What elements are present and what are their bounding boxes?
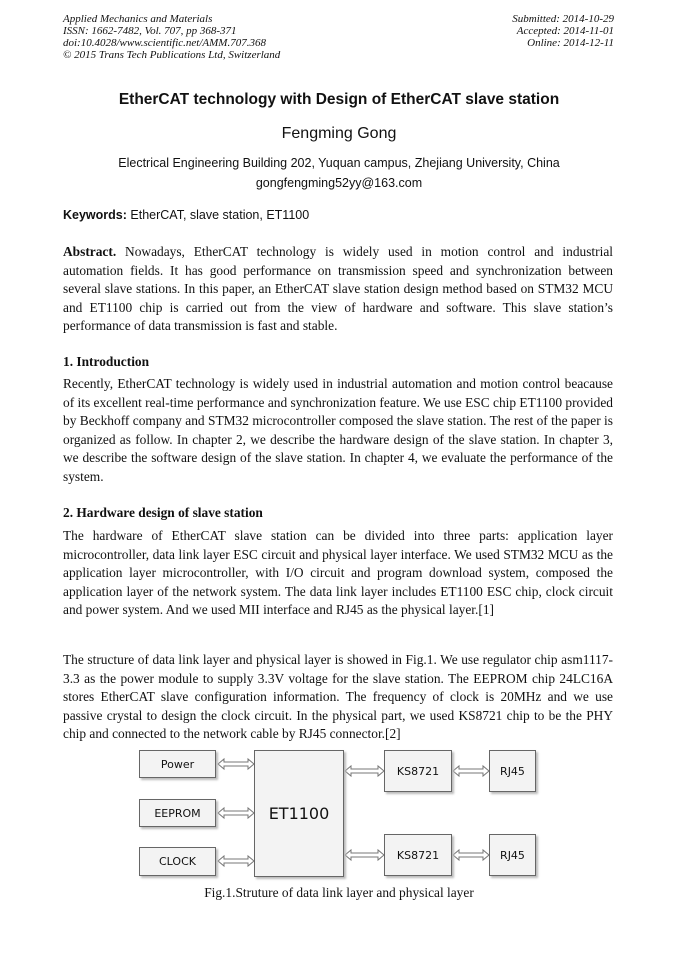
online-date: Online: 2014-12-11: [527, 37, 614, 49]
accepted-date: Accepted: 2014-11-01: [516, 25, 614, 37]
keywords-label: Keywords:: [63, 208, 127, 222]
paragraph: The hardware of EtherCAT slave station can be divided into three parts: application layer microcontroller, data link layer ESC circuit and physical layer interface. We used STM32 MCU as the application layer microcontroller, with I/O circuit and program download system, composed the application layer of the network system. The data link layer includes ET1100 ESC chip, clock circuit and power system. And we used MII interface and RJ45 as the physical layer.[1]: [63, 528, 613, 617]
clock-block: CLOCK: [139, 847, 216, 876]
rj45-block-1: RJ45: [489, 750, 536, 792]
keywords-text: EtherCAT, slave station, ET1100: [126, 208, 310, 222]
submitted-date: Submitted: 2014-10-29: [512, 13, 614, 25]
paper-title: EtherCAT technology with Design of EtherCAT slave station: [118, 91, 560, 108]
eeprom-block: EEPROM: [139, 799, 216, 827]
issn: ISSN: 1662-7482, Vol. 707, pp 368-371: [63, 25, 237, 37]
phy-block-1: KS8721: [384, 750, 452, 792]
doi: doi:10.4028/www.scientific.net/AMM.707.368: [63, 37, 266, 49]
paragraph: Recently, EtherCAT technology is widely used in industrial automation and motion control beacause of its excellent real-time performance and synchronization feature. We use ESC chip ET1100 provided by Beckhoff company and STM32 microcontroller composed the slave station. The rest of the paper is organized as follow. In chapter 2, we describe the hardware design of the slave station. In chapter 3, we describe the software design of the slave station. In chapter 4, we evaluate the performance of the system.: [63, 376, 613, 484]
rj45-block-2: RJ45: [489, 834, 536, 876]
email: gongfengming52yy@163.com: [255, 176, 423, 190]
figure-caption: Fig.1.Struture of data link layer and physical layer: [204, 885, 474, 900]
abstract-label: Abstract.: [63, 244, 117, 259]
author: Fengming Gong: [281, 125, 397, 142]
section-heading: 1. Introduction: [63, 354, 150, 369]
abstract-text: Nowadays, EtherCAT technology is widely used in motion control and industrial automation fields. It has good performance on transmission speed and synchronization between several slave stations. In this paper, an EtherCAT slave station design method based on STM32 MCU and ET1100 chip is carried out from the view of hardware and software. This slave station’s performance of data transmission is fast and stable.: [63, 244, 613, 333]
copyright: © 2015 Trans Tech Publications Ltd, Switzerland: [63, 49, 281, 61]
power-block: Power: [139, 750, 216, 778]
journal-name: Applied Mechanics and Materials: [63, 13, 213, 25]
paragraph: The structure of data link layer and physical layer is showed in Fig.1. We use regulator chip asm1117-3.3 as the power module to supply 3.3V voltage for the slave station. The EEPROM chip 24LC16A stores EtherCAT slave configuration information. The frequency of clock is 20MHz and we use passive crystal to design the clock circuit. In the physical part, we used KS8721 chip to be the PHY chip and connected to the network cable by RJ45 connector.[2]: [63, 652, 613, 741]
section-heading: 2. Hardware design of slave station: [63, 505, 263, 520]
affiliation: Electrical Engineering Building 202, Yuquan campus, Zhejiang University, China: [118, 156, 560, 170]
et1100-block: ET1100: [254, 750, 344, 877]
phy-block-2: KS8721: [384, 834, 452, 876]
